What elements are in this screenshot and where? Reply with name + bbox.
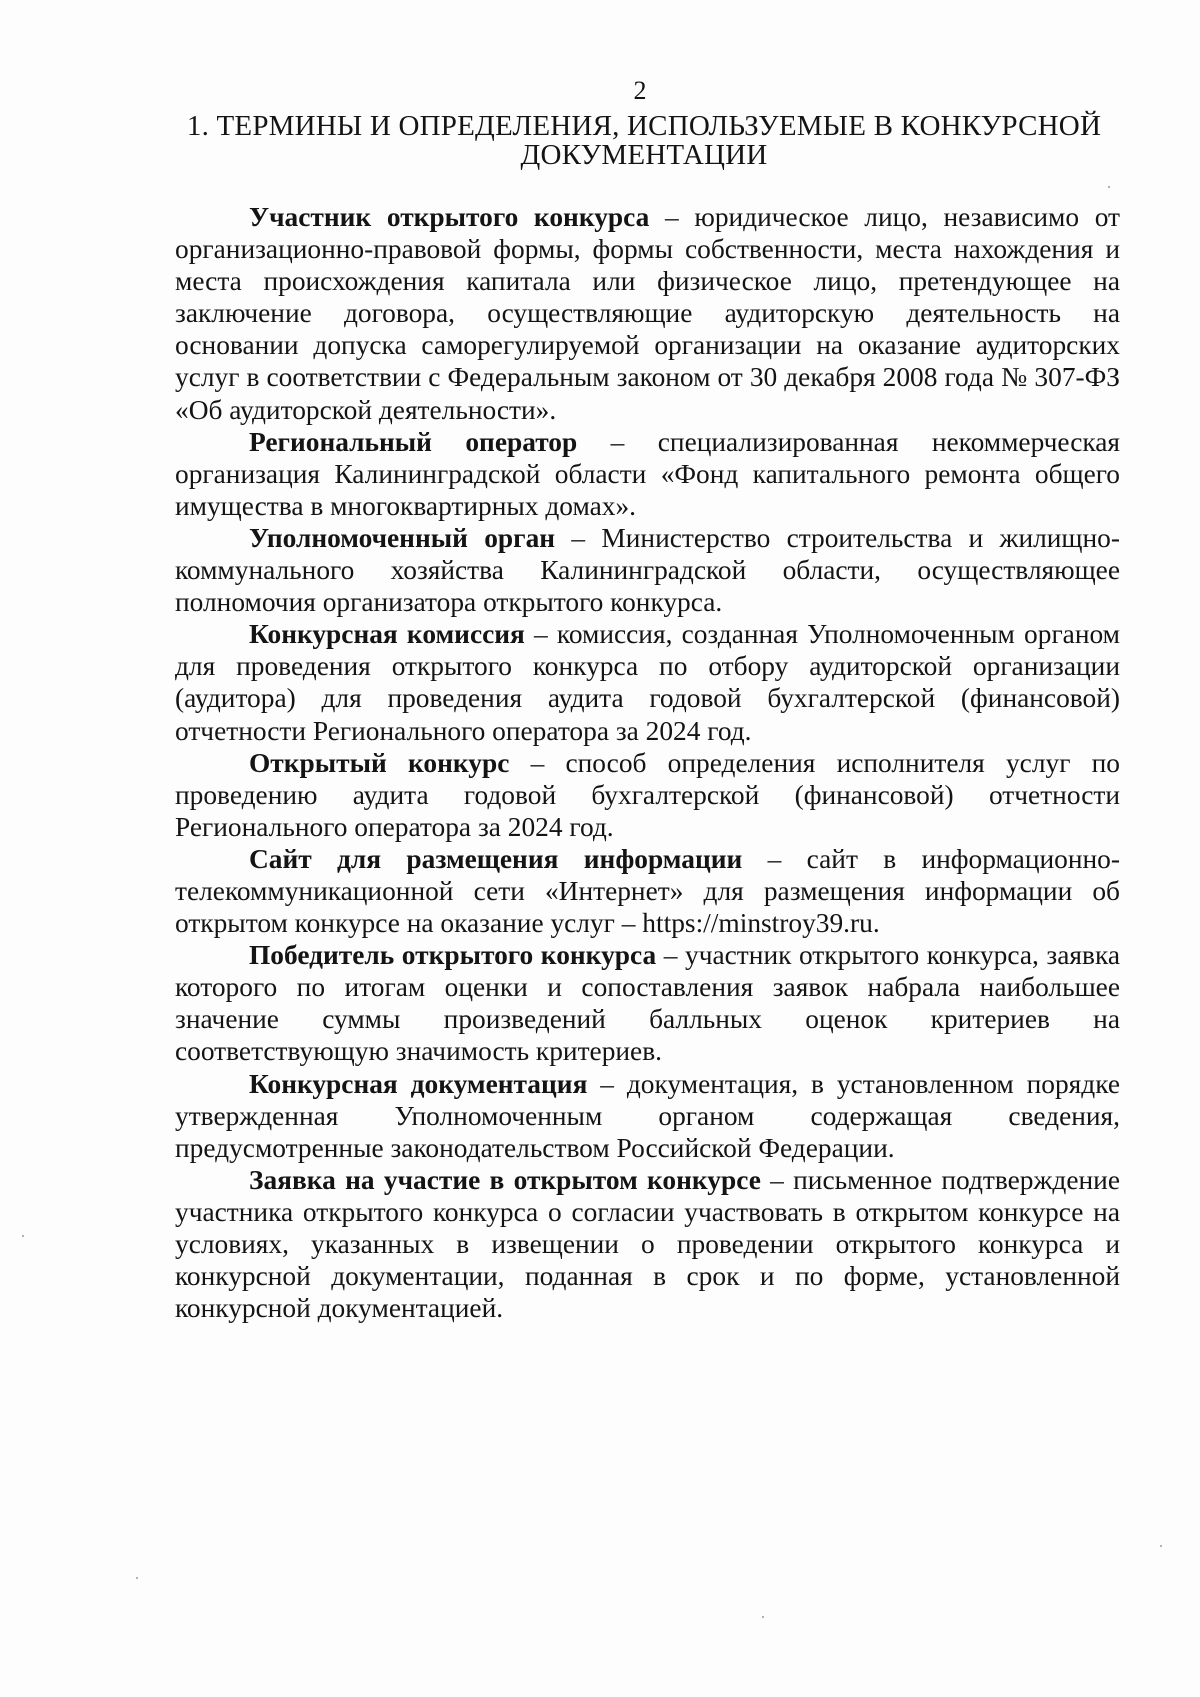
- definition-paragraph: [175, 618, 1120, 746]
- section-heading-line-1: 1. ТЕРМИНЫ И ОПРЕДЕЛЕНИЯ, ИСПОЛЬЗУЕМЫЕ В КОНКУРСНОЙ: [186, 110, 1102, 142]
- scan-speck: [136, 1577, 138, 1579]
- definition-term: Участник открытого конкурса: [249, 202, 650, 232]
- section-heading: [174, 112, 1114, 170]
- definition-term: Открытый конкурс: [249, 747, 510, 778]
- definition-paragraph: [175, 747, 1120, 843]
- definition-paragraph: [175, 843, 1120, 939]
- definition-text: – Министерство строительства и жилищно-коммунального хозяйства Калининградской области, осуществляющее полномочия организатора открытого конкурса.: [175, 522, 1120, 618]
- definition-text: – комиссия, созданная Уполномоченным органом для проведения открытого конкурса по отбору аудиторской организации (аудитора) для проведения аудита годовой бухгалтерской (финансовой) отчетности Регионального оператора за 2024 год.: [175, 619, 1120, 746]
- definition-term: Заявка на участие в открытом конкурсе: [249, 1164, 761, 1195]
- scan-speck: [1160, 1545, 1162, 1547]
- definition-text: – специализированная некоммерческая организация Калининградской области «Фонд капитального ремонта общего имущества в многоквартирных домах».: [175, 426, 1120, 521]
- definition-term: Уполномоченный орган: [249, 522, 556, 553]
- definition-text: – сайт в информационно-телекоммуникационной сети «Интернет» для размещения информации об открытом конкурсе на оказание услуг – https://minstroy39.ru.: [175, 843, 1120, 939]
- scan-speck: [762, 1616, 764, 1618]
- definition-paragraph: [175, 522, 1120, 618]
- definition-text: – способ определения исполнителя услуг по проведению аудита годовой бухгалтерской (финансовой) отчетности Регионального оператора за 2024 год.: [175, 747, 1120, 842]
- definition-paragraph: [175, 1164, 1120, 1324]
- definition-paragraph: [175, 426, 1120, 522]
- scan-speck: [22, 1235, 24, 1237]
- definition-term: Конкурсная документация: [249, 1068, 588, 1099]
- definition-term: Сайт для размещения информации: [249, 843, 743, 874]
- definition-text: – юридическое лицо, независимо от организационно-правовой формы, формы собственности, места нахождения и места происхождения капитала или физическое лицо, претендующее на заключение договора, осуществляющие аудиторскую деятельность на основании допуска саморегулируемой организации на оказание аудиторских услуг в соответствии с Федеральным законом от 30 декабря 2008 года № 307-ФЗ «Об аудиторской деятельности».: [175, 202, 1121, 425]
- definition-text: – письменное подтверждение участника открытого конкурса о согласии участвовать в открытом конкурсе на условиях, указанных в извещении о проведении открытого конкурса и конкурсной документации, поданная в срок и по форме, установленной конкурсной документацией.: [175, 1164, 1120, 1324]
- definition-term: Победитель открытого конкурса: [249, 940, 657, 971]
- definitions-list: [175, 201, 1120, 1324]
- section-heading-line-2: ДОКУМЕНТАЦИИ: [520, 139, 768, 171]
- definition-text: – документация, в установленном порядке утвержденная Уполномоченным органом содержащая сведения, предусмотренные законодательством Российской Федерации.: [175, 1068, 1120, 1163]
- definition-term: Конкурсная комиссия: [249, 619, 525, 650]
- definition-paragraph: [175, 201, 1120, 426]
- definition-paragraph: [175, 939, 1120, 1067]
- scan-speck: [1108, 186, 1110, 188]
- definition-text: – участник открытого конкурса, заявка которого по итогам оценки и сопоставления заявок набрала наибольшее значение суммы произведений балльных оценок критериев на соответствующую значимость критериев.: [175, 940, 1120, 1067]
- definition-term: Региональный оператор: [249, 426, 578, 457]
- page-number: 2: [633, 76, 647, 105]
- definition-paragraph: [175, 1068, 1120, 1164]
